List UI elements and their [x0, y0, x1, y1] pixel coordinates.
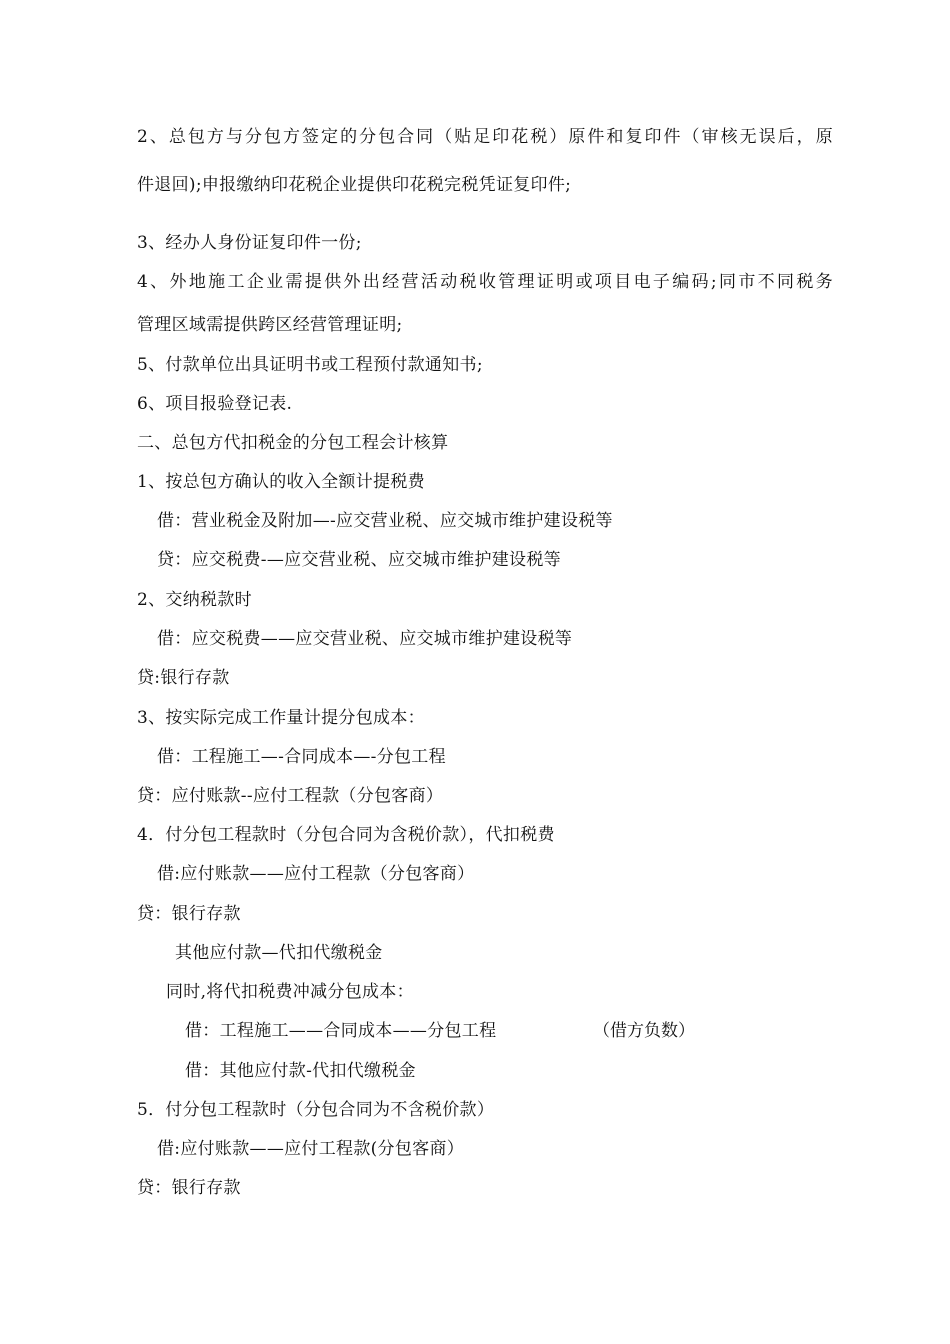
journal-entry-line: 其他应付款—代扣代缴税金	[175, 943, 383, 963]
paragraph-line: 5、付款单位出具证明书或工程预付款通知书;	[137, 355, 483, 375]
paragraph-line: 3、经办人身份证复印件一份;	[137, 233, 362, 253]
journal-entry-line: 借：其他应付款-代扣代缴税金	[185, 1061, 416, 1081]
paragraph-line: 4、外地施工企业需提供外出经营活动税收管理证明或项目电子编码;同市不同税务	[137, 272, 833, 292]
paragraph-line: 同时,将代扣税费冲减分包成本：	[166, 982, 414, 1002]
journal-entry-line: 借：应交税费——应交营业税、应交城市维护建设税等	[157, 629, 573, 649]
paragraph-line: 3、按实际完成工作量计提分包成本：	[137, 708, 425, 728]
paragraph-line: 管理区域需提供跨区经营管理证明;	[137, 315, 403, 335]
paragraph-line: 1、按总包方确认的收入全额计提税费	[137, 472, 425, 492]
debit-negative-note: （借方负数）	[593, 1021, 695, 1041]
journal-entry-line: 借：工程施工——合同成本——分包工程	[185, 1021, 497, 1041]
journal-entry-line: 借:应付账款——应付工程款（分包客商）	[157, 864, 475, 884]
paragraph-line: 5．付分包工程款时（分包合同为不含税价款）	[137, 1100, 495, 1120]
paragraph-line: 4．付分包工程款时（分包合同为含税价款），代扣税费	[137, 825, 555, 845]
journal-entry-line: 贷：应交税费-—应交营业税、应交城市维护建设税等	[157, 550, 561, 570]
journal-entry-line: 借：工程施工—-合同成本—-分包工程	[157, 747, 446, 767]
journal-entry-line: 贷：银行存款	[137, 904, 241, 924]
paragraph-line: 2、交纳税款时	[137, 590, 252, 610]
section-heading: 二、总包方代扣税金的分包工程会计核算	[137, 433, 449, 453]
journal-entry-line: 贷：银行存款	[137, 1178, 241, 1198]
paragraph-line: 2、总包方与分包方签定的分包合同（贴足印花税）原件和复印件（审核无误后，原	[137, 127, 833, 147]
journal-entry-line: 借:应付账款——应付工程款(分包客商）	[157, 1139, 465, 1159]
journal-entry-line: 借：营业税金及附加—-应交营业税、应交城市维护建设税等	[157, 511, 613, 531]
paragraph-line: 件退回);申报缴纳印花税企业提供印花税完税凭证复印件;	[137, 175, 572, 195]
journal-entry-line: 贷:银行存款	[137, 668, 230, 688]
paragraph-line: 6、项目报验登记表.	[137, 394, 293, 414]
journal-entry-line: 贷：应付账款--应付工程款（分包客商）	[137, 786, 444, 806]
